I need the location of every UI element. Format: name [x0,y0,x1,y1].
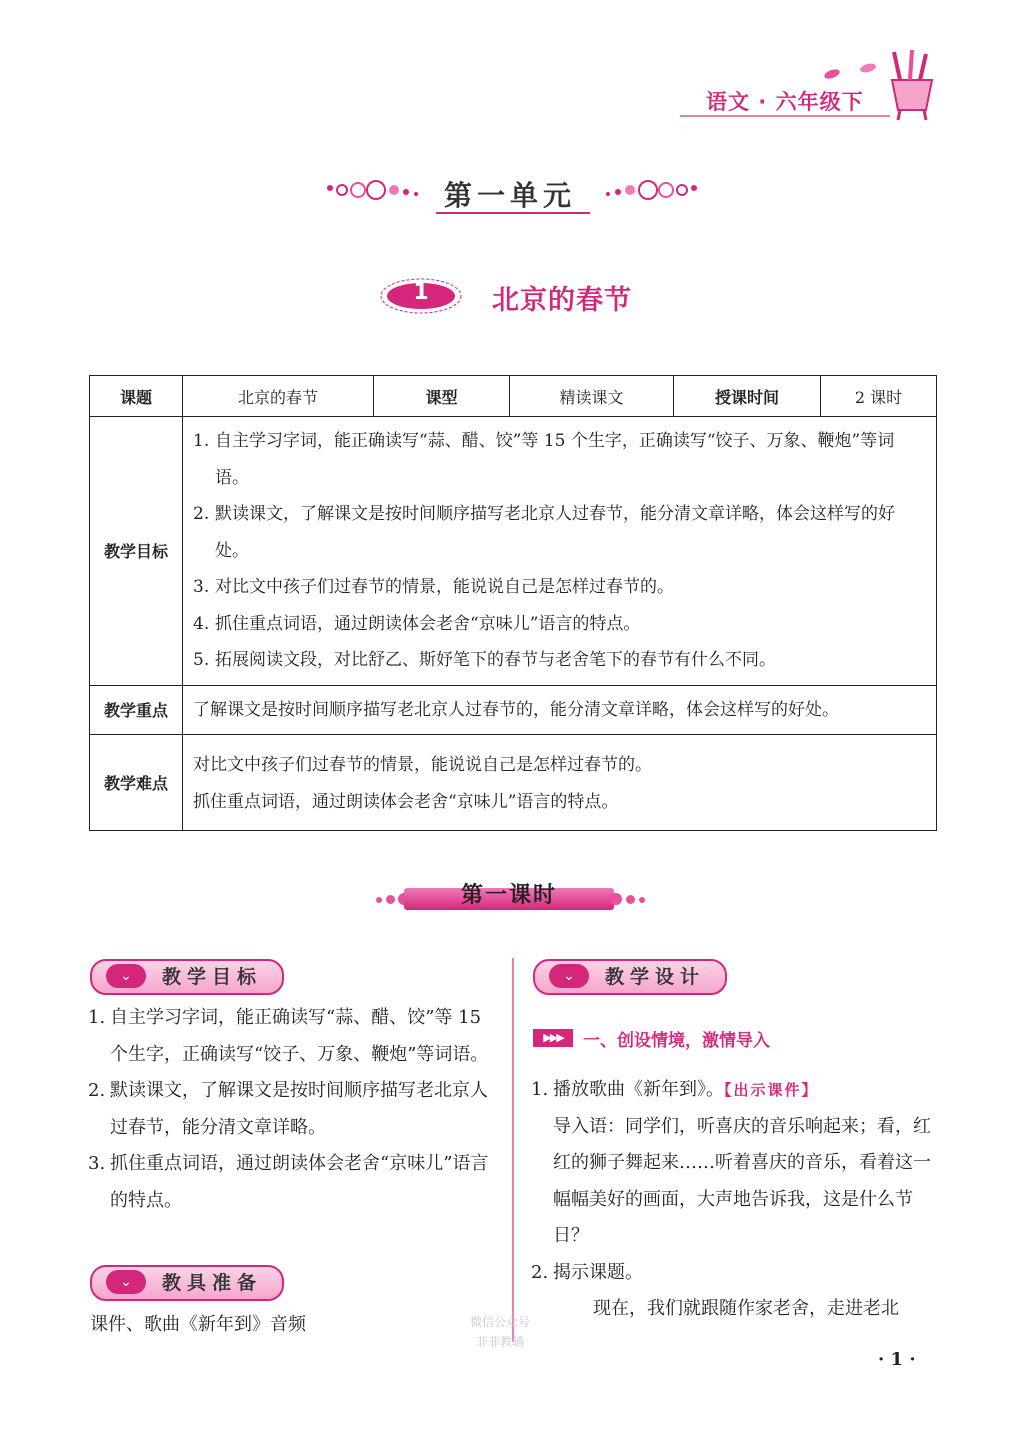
key-points-text: 了解课文是按时间顺序描写老北京人过春节的，能分清文章详略，体会这样写的好处。 [183,685,937,735]
prep-title: 教具准备 [162,1272,263,1294]
double-chevron-down-icon: ⌄ [549,964,589,988]
objective-item: 2. 默读课文，了解课文是按时间顺序描写老北京人过春节，能分清文章详略，体会这样写的好处。 [193,504,895,561]
header-cell-type-label: 课型 [374,376,510,417]
section1-title: 一、创设情境，激情导入 [583,1031,770,1051]
pen-holder-icon [820,48,940,128]
objective-item: 3. 对比文中孩子们过春节的情景，能说说自己是怎样过春节的。 [193,577,674,597]
step-1-detail: 导入语：同学们，听喜庆的音乐响起来；看，红红的狮子舞起来……听着喜庆的音乐，看着这一幅幅美好的画面，大声地告诉我，这是什么节日？ [553,1115,931,1246]
step-2: 2. 揭示课题。 [531,1261,643,1283]
goal-item: 2. 默读课文，了解课文是按时间顺序描写老北京人过春节，能分清文章详略。 [88,1080,488,1138]
step-2-detail: 现在，我们就跟随作家老舍，走进老北 [593,1298,899,1319]
header-cell-topic-label: 课题 [90,376,183,417]
objectives-row [90,417,937,686]
lesson-plan-table [89,375,937,831]
difficulty-line: 对比文中孩子们过春节的情景，能说说自己是怎样过春节的。 [193,755,652,775]
header-cell-topic: 北京的春节 [183,376,374,417]
key-points-label: 教学重点 [90,685,183,735]
table-header-row [90,376,937,417]
double-chevron-down-icon: ⌄ [106,1270,146,1294]
difficulty-content [183,735,937,831]
objective-item: 5. 拓展阅读文段，对比舒乙、斯妤笔下的春节与老舍笔下的春节有什么不同。 [193,650,776,670]
design-steps [531,1072,936,1328]
double-chevron-down-icon: ⌄ [106,964,146,988]
difficulty-row [90,735,937,831]
column-divider [512,958,514,1342]
unit-title-underline [436,212,590,214]
lesson-title: 北京的春节 [492,285,632,316]
difficulty-label: 教学难点 [90,735,183,831]
header-cell-time-label: 授课时间 [674,376,821,417]
objectives-content [183,417,937,686]
design-title: 教学设计 [605,966,706,988]
objectives-label: 教学目标 [90,417,183,686]
header-cell-type: 精读课文 [510,376,674,417]
banner-dot [639,897,645,903]
banner-dot [626,895,635,904]
lesson-number: 1 [413,280,429,305]
objective-item: 4. 抓住重点词语，通过朗读体会老舍“京味儿”语言的特点。 [193,613,641,634]
goal-item: 3. 抓住重点词语，通过朗读体会老舍“京味儿”语言的特点。 [88,1153,489,1211]
banner-dot [386,895,395,904]
header-title: 语文 · 六年级下 [706,90,864,114]
goals-title: 教学目标 [162,966,263,988]
objective-item: 1. 自主学习字词，能正确读写“蒜、醋、饺”等 15 个生字，正确读写“饺子、万象、鞭炮”等词语。 [193,431,895,488]
key-points-row [90,685,937,735]
header-cell-time: 2 课时 [821,376,937,417]
unit-title: 第一单元 [444,179,577,212]
banner-dot [376,897,382,903]
page-number: · 1 · [878,1349,916,1370]
courseware-tag: 【出示课件】 [724,1081,819,1099]
goals-list [88,1000,494,1219]
triple-arrow-icon: ▶▶▶ [533,1029,573,1047]
prep-text: 课件、歌曲《新年到》音频 [90,1314,306,1335]
difficulty-line: 抓住重点词语，通过朗读体会老舍“京味儿”语言的特点。 [193,791,619,812]
watermark: 微信公众号 菲菲教辅 [470,1315,531,1349]
goal-item: 1. 自主学习字词，能正确读写“蒜、醋、饺”等 15 个生字，正确读写“饺子、万象、鞭炮”等词语。 [88,1007,489,1065]
session-title: 第一课时 [460,882,557,908]
step-1: 1. 播放歌曲《新年到》。【出示课件】 [531,1079,819,1100]
